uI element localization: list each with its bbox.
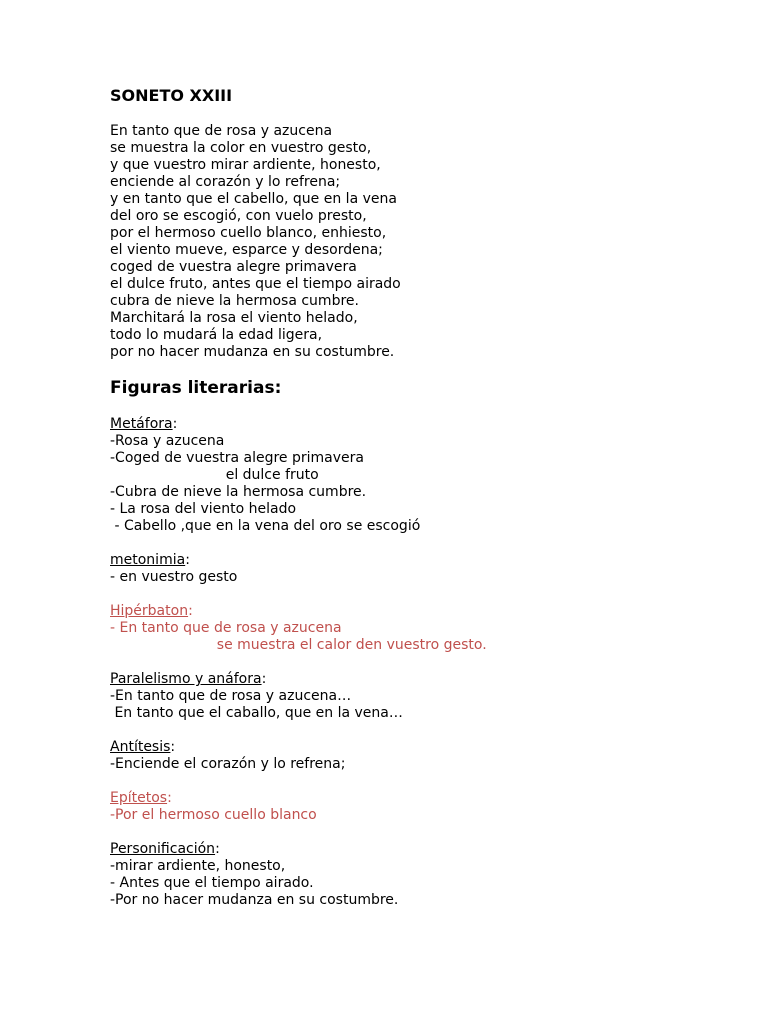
figure-group-paralelismo [110,671,730,722]
poem-line: el viento mueve, esparce y desordena; [110,242,383,258]
figure-example-line: -mirar ardiente, honesto, [110,858,286,874]
document-page [110,86,730,926]
figure-example-line: -Por no hacer mudanza en su costumbre. [110,892,399,908]
poem-line: En tanto que de rosa y azucena [110,123,333,139]
figure-name: Paralelismo y anáfora [110,671,262,687]
figure-group-hiperbaton [110,603,730,654]
figure-label [110,841,730,858]
figure-example-line: -En tanto que de rosa y azucena… [110,688,352,704]
figure-example-line: se muestra el calor den vuestro gesto. [110,637,487,653]
poem-body [110,123,730,361]
figure-colon: : [185,552,190,568]
poem-line: del oro se escogió, con vuelo presto, [110,208,367,224]
figure-example-line: - Antes que el tiempo airado. [110,875,314,891]
figure-colon: : [261,671,267,687]
figure-colon: : [170,739,176,755]
figure-example-line: -Cubra de nieve la hermosa cumbre. [110,484,367,500]
figure-colon: : [167,790,172,806]
poem-line: el dulce fruto, antes que el tiempo airado [110,276,401,292]
figure-colon: : [188,603,193,619]
figure-example-line: En tanto que el caballo, que en la vena… [110,705,403,721]
poem-line: y que vuestro mirar ardiente, honesto, [110,157,381,173]
poem-line: Marchitará la rosa el viento helado, [110,310,358,326]
figure-colon: : [215,841,220,857]
figure-example-line: - En tanto que de rosa y azucena [110,620,342,636]
figure-group-metonimia [110,552,730,586]
figure-label [110,552,730,569]
poem-line: se muestra la color en vuestro gesto, [110,140,372,156]
poem-line: coged de vuestra alegre primavera [110,259,357,275]
figure-name: Hipérbaton [110,603,189,619]
figure-label [110,671,730,688]
figure-example-line: -Coged de vuestra alegre primavera [110,450,364,466]
figure-name: Epítetos [110,790,168,806]
figure-example-line: - Cabello ,que en la vena del oro se escogió [110,518,421,534]
figure-example-line: -Enciende el corazón y lo refrena; [110,756,346,772]
figure-label [110,603,730,620]
figure-group-personificacion [110,841,730,909]
figures-heading: Figuras literarias: [110,378,282,398]
figure-group-antitesis [110,739,730,773]
poem-line: por el hermoso cuello blanco, enhiesto, [110,225,387,241]
figure-group-metafora [110,416,730,535]
figure-name: Personificación [110,841,216,857]
figure-label [110,790,730,807]
poem-line: enciende al corazón y lo refrena; [110,174,341,190]
figure-colon: : [172,416,178,432]
figure-example-line: - en vuestro gesto [110,569,238,585]
figure-example-line: -Por el hermoso cuello blanco [110,807,317,823]
figure-label [110,416,730,433]
figure-example-line: - La rosa del viento helado [110,501,297,517]
poem-title: SONETO XXIII [110,86,233,105]
figure-example-line: -Rosa y azucena [110,433,225,449]
poem-line: y en tanto que el cabello, que en la vena [110,191,397,207]
figure-name: metonimia [110,552,186,568]
figure-group-epitetos [110,790,730,824]
figure-label [110,739,730,756]
figure-example-line: el dulce fruto [110,467,319,483]
poem-line: por no hacer mudanza en su costumbre. [110,344,395,360]
poem-line: cubra de nieve la hermosa cumbre. [110,293,359,309]
poem-line: todo lo mudará la edad ligera, [110,327,323,343]
figure-name: Metáfora [110,416,173,432]
figure-name: Antítesis [110,739,171,755]
